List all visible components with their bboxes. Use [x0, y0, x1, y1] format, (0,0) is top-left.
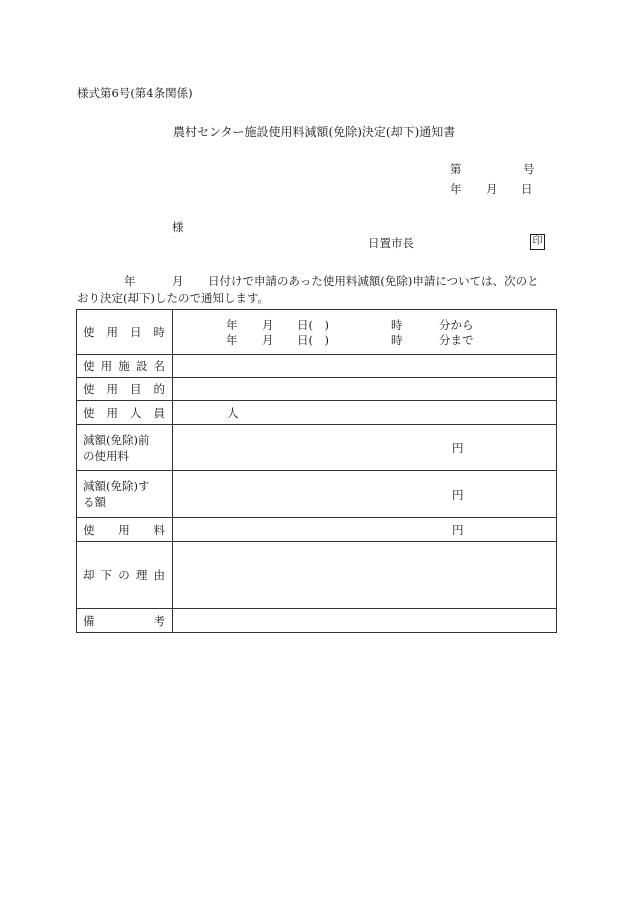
value-reason[interactable]	[173, 542, 557, 609]
label-reason: 却 下 の 理 由	[77, 542, 173, 609]
label-remarks: 備 考	[77, 609, 173, 633]
value-people[interactable]	[173, 401, 557, 425]
body-year: 年	[124, 274, 136, 288]
people-unit: 人	[227, 406, 239, 420]
label-people: 使 用 人 員	[77, 401, 173, 425]
label-reduction: 減額(免除)す る額	[77, 471, 173, 518]
body-text	[77, 274, 557, 306]
label-purpose: 使 用 目 的	[77, 378, 173, 401]
label-fee-before: 減額(免除)前 の使用料	[77, 425, 173, 471]
recipient-suffix: 様	[172, 220, 184, 234]
row-people	[77, 401, 557, 425]
form-number: 様式第6号(第4条関係)	[77, 86, 193, 100]
value-fee-before[interactable]	[173, 425, 557, 471]
fee-before-unit: 円	[452, 441, 464, 455]
row-datetime	[77, 310, 557, 355]
value-fee[interactable]	[173, 518, 557, 542]
value-remarks[interactable]	[173, 609, 557, 633]
fee-unit: 円	[452, 523, 464, 537]
value-datetime[interactable]: 年 月 日( ) 時 分から 年 月 日( ) 時 分まで	[173, 310, 557, 355]
row-facility	[77, 355, 557, 378]
row-remarks	[77, 609, 557, 633]
doc-number-prefix: 第	[450, 162, 462, 176]
value-facility[interactable]	[173, 355, 557, 378]
reduction-unit: 円	[452, 488, 464, 502]
issuer-name: 日置市長	[368, 236, 414, 250]
document-title: 農村センター施設使用料減額(免除)決定(却下)通知書	[173, 125, 456, 139]
row-reduction	[77, 471, 557, 518]
body-month: 月	[172, 274, 184, 288]
body-line2: おり決定(却下)したので通知します。	[77, 291, 270, 305]
value-reduction[interactable]	[173, 471, 557, 518]
seal-mark: 印	[530, 234, 545, 250]
row-fee	[77, 518, 557, 542]
details-table	[76, 309, 557, 633]
row-reason	[77, 542, 557, 609]
row-fee-before	[77, 425, 557, 471]
doc-date-year: 年	[450, 182, 462, 196]
doc-date-month: 月	[486, 182, 498, 196]
doc-date-day: 日	[521, 182, 533, 196]
doc-number-suffix: 号	[523, 162, 535, 176]
value-purpose[interactable]	[173, 378, 557, 401]
label-facility: 使 用 施 設 名	[77, 355, 173, 378]
body-line1: 日付けで申請のあった使用料減額(免除)申請については、次のと	[208, 274, 539, 288]
label-fee: 使 用 料	[77, 518, 173, 542]
row-purpose	[77, 378, 557, 401]
label-datetime: 使 用 日 時	[77, 310, 173, 355]
